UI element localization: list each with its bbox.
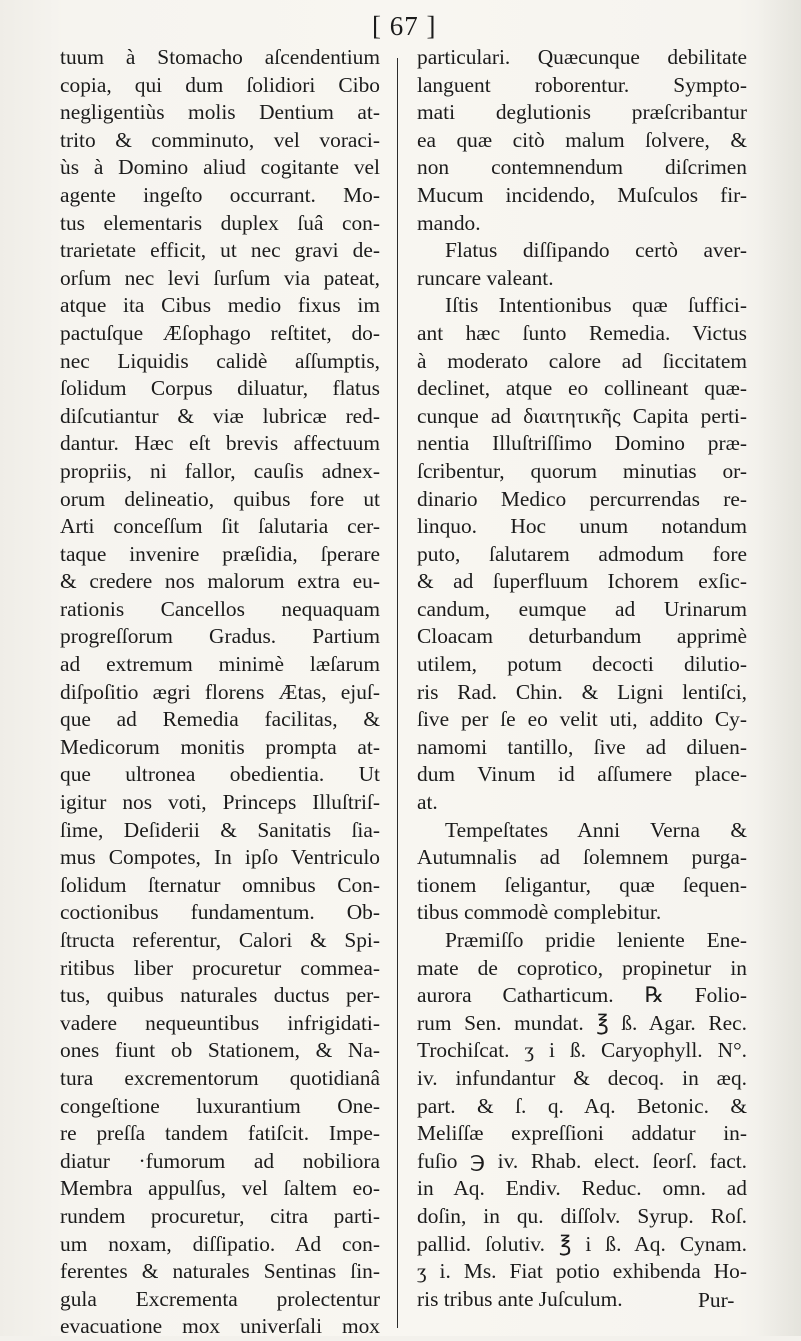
right-column-line: fuſio ℈ iv. Rhab. elect. ſeorſ. fact. [417, 1148, 747, 1173]
right-column-line: à moderato calore ad ſiccitatem [417, 348, 747, 373]
left-column-line: agente ingeſto occurrant. Mo- [60, 182, 380, 207]
left-column-line: diſcutiantur & viæ lubricæ red- [60, 403, 380, 428]
left-column-line: copia, qui dum ſolidiori Cibo [60, 72, 380, 97]
right-column-line: Autumnalis ad ſolemnem purga- [417, 845, 747, 870]
right-column-line: ris tribus ante Juſculum. [417, 1286, 623, 1311]
right-column-line: linquo. Hoc unum notandum [417, 514, 747, 539]
left-column-line: Membra appulſus, vel ſaltem eo- [60, 1176, 380, 1201]
right-column-line: rum Sen. mundat. ℥ ß. Agar. Rec. [417, 1010, 747, 1035]
right-column-line: tionem ſeligantur, quæ ſequen- [417, 872, 747, 897]
left-column-line: ritibus liber procuretur commea- [60, 955, 380, 980]
left-column-line: tus, quibus naturales ductus per- [60, 983, 380, 1008]
left-column-line: um noxam, diſſipatio. Ad con- [60, 1231, 380, 1256]
left-column-line: congeſtione luxurantium One- [60, 1093, 380, 1118]
right-column-line: dinario Medico percurrendas re- [417, 486, 747, 511]
right-column-line: candum, eumque ad Urinarum [417, 596, 747, 621]
left-column-line: coctionibus fundamentum. Ob- [60, 900, 380, 925]
left-column-line: ones fiunt ob Stationem, & Na- [60, 1038, 380, 1063]
left-column-line: atque ita Cibus medio fixus im [60, 293, 380, 318]
left-column-line: diatur ·fumorum ad nobiliora [60, 1148, 380, 1173]
left-column-line: que ultronea obedientia. Ut [60, 762, 380, 787]
left-column-line: & credere nos malorum extra eu- [60, 569, 380, 594]
left-column-line: negligentiùs molis Dentium at- [60, 100, 380, 125]
left-column-line: ùs à Domino aliud cogitante vel [60, 155, 380, 180]
right-column-line: puto, ſalutarem admodum fore [417, 541, 747, 566]
left-column-line: dantur. Hæc eſt brevis affectuum [60, 431, 380, 456]
left-column-line: vadere nequeuntibus infrigidati- [60, 1010, 380, 1035]
right-column-line: in Aq. Endiv. Reduc. omn. ad [417, 1176, 747, 1201]
right-column-line: Præmiſſo pridie leniente Ene- [445, 928, 747, 952]
right-column-line: languent roborentur. Sympto- [417, 72, 747, 97]
left-column-line: ferentes & naturales Sentinas ſin- [60, 1259, 380, 1284]
left-column-line: tura excrementorum quotidianâ [60, 1065, 380, 1090]
right-column-line: Iſtis Intentionibus quæ ſuffici- [445, 293, 747, 318]
right-column-line: non contemnendum diſcrimen [417, 155, 747, 180]
right-column-line: & ad ſuperfluum Ichorem exſic- [417, 569, 747, 594]
page-edge-shading [757, 0, 801, 1336]
left-column-line: rundem procuretur, citra parti- [60, 1203, 380, 1228]
right-column-line: ris Rad. Chin. & Ligni lentiſci, [417, 679, 747, 704]
right-column-line: Tempeſtates Anni Verna & [445, 817, 747, 842]
left-column-line: que ad Remedia facilitas, & [60, 707, 380, 732]
left-column-line: gula Excrementa prolectentur [60, 1286, 380, 1311]
right-column-line: mate de coprotico, propinetur in [417, 955, 747, 980]
left-column-line: mus Compotes, In ipſo Ventriculo [60, 845, 380, 870]
left-column-line: nec Liquidis calidè aſſumptis, [60, 348, 380, 373]
right-column-line: ant hæc ſunto Remedia. Victus [417, 320, 747, 345]
right-column-line: pallid. ſolutiv. ℥ i ß. Aq. Cynam. [417, 1231, 747, 1256]
right-column-line: ſcribentur, quorum minutias or- [417, 458, 747, 483]
right-column-line: utilem, potum decocti dilutio- [417, 652, 747, 677]
right-column-line: mando. [417, 210, 481, 235]
right-column-line: Flatus diſſipando certò aver- [445, 238, 747, 263]
right-column-line: particulari. Quæcunque debilitate [417, 45, 747, 69]
right-column-line: Mucum incidendo, Muſculos fir- [417, 182, 747, 207]
right-column-text [417, 44, 747, 1313]
left-column-line: evacuatione mox univerſali mox [60, 1314, 380, 1339]
catchword: Pur- [698, 1288, 735, 1312]
left-column-line: ſolidum ſternatur omnibus Con- [60, 872, 380, 897]
right-column-line: declinet, atque eo collineant quæ- [417, 376, 747, 401]
page-number: [ 67 ] [372, 11, 437, 41]
left-column-line: ad extremum minimè læſarum [60, 652, 380, 677]
right-column-line: tibus commodè complebitur. [417, 900, 662, 925]
right-column-line: at. [417, 790, 438, 815]
left-column-line: ſtructa referentur, Calori & Spi- [60, 928, 380, 952]
left-column-line: ſime, Deſiderii & Sanitatis ſia- [60, 817, 380, 842]
left-column-line: taque invenire præſidia, ſperare [60, 541, 380, 566]
right-column-line: dum Vinum id aſſumere place- [417, 762, 747, 787]
left-column-line: re preſſa tandem fatiſcit. Impe- [60, 1121, 380, 1146]
left-column-line: propriis, ni fallor, cauſis adnex- [60, 458, 380, 483]
left-column-line: Arti conceſſum ſit ſalutaria cer- [60, 514, 380, 539]
right-column-line: Meliſſæ expreſſioni addatur in- [417, 1121, 747, 1146]
left-column-line: orum delineatio, quibus fore ut [60, 486, 380, 511]
left-column-line: trarietate efficit, ut nec gravi de- [60, 238, 380, 263]
right-column-line: mati deglutionis præſcribantur [417, 100, 747, 125]
right-column-line: part. & ſ. q. Aq. Betonic. & [417, 1093, 747, 1118]
left-column-line: igitur nos voti, Princeps Illuſtriſ- [60, 790, 380, 815]
left-column-line: orſum nec levi ſurſum via pateat, [60, 265, 380, 290]
left-column-line: tuum à Stomacho aſcendentium [60, 45, 380, 69]
left-column-line: ſolidum Corpus diluatur, flatus [60, 376, 380, 401]
column-divider [397, 58, 398, 1328]
left-column-line: tus elementaris duplex ſuâ con- [60, 210, 380, 235]
right-column-line: runcare valeant. [417, 265, 554, 290]
right-column-line: aurora Catharticum. ℞ Folio- [417, 983, 747, 1008]
right-column-line: Trochiſcat. ʒ i ß. Caryophyll. N°. [417, 1038, 747, 1063]
right-column-line: Cloacam deturbandum apprimè [417, 624, 747, 649]
left-column-line: diſpoſitio ægri florens Ætas, ejuſ- [60, 679, 380, 704]
left-column-line: pactuſque Æſophago reſtitet, do- [60, 320, 380, 345]
left-column-text [60, 44, 380, 1341]
left-column-line: progreſſorum Gradus. Partium [60, 624, 380, 649]
left-column-line: rationis Cancellos nequaquam [60, 596, 380, 621]
left-column-line: Medicorum monitis prompta at- [60, 734, 380, 759]
right-column-line: doſin, in qu. diſſolv. Syrup. Roſ. [417, 1203, 747, 1228]
right-column-line: ea quæ citò malum ſolvere, & [417, 127, 747, 152]
right-column-line: nentia Illuſtriſſimo Domino præ- [417, 431, 747, 456]
right-column-line: iv. infundantur & decoq. in æq. [417, 1065, 747, 1090]
right-column-line: cunque ad διαιτητικῆς Capita perti- [417, 403, 747, 428]
right-column-line: namomi tantillo, ſive ad diluen- [417, 734, 747, 759]
left-column-line: trito & comminuto, vel voraci- [60, 127, 380, 152]
right-column-line: ſive per ſe eo velit uti, addito Cy- [417, 707, 747, 732]
right-column-line: ʒ i. Ms. Fiat potio exhibenda Ho- [417, 1259, 747, 1284]
